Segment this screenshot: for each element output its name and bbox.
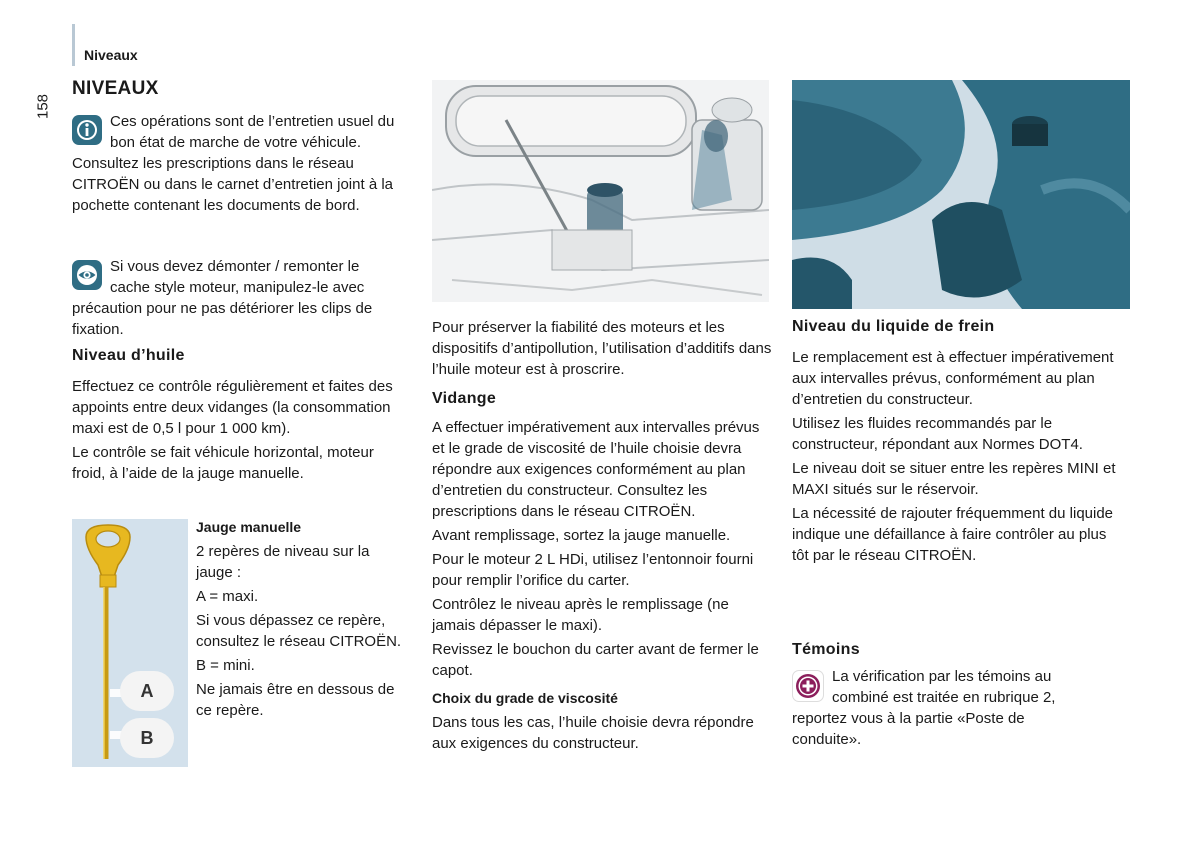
dipstick-mark-a: A xyxy=(120,671,174,711)
warning-lamps-text: La vérification par les témoins au combiné est traitée en rubrique 2, reportez vous à la partie «Poste de conduite». xyxy=(792,668,1056,748)
dipstick-illustration xyxy=(72,519,188,767)
warning-lamps-note xyxy=(792,666,1092,750)
info-note-text: Ces opérations sont de l’entretien usuel du bon état de marche de votre véhicule. Consultez les prescriptions dans le réseau CITROËN ou dans le carnet d’entretien joint à la pochette contenant les documents de bord. xyxy=(72,113,395,214)
drain-heading: Vidange xyxy=(432,390,497,407)
brake-fluid-heading: Niveau du liquide de frein xyxy=(792,318,995,335)
warning-note xyxy=(72,256,402,340)
engine-oil-illustration xyxy=(432,80,769,302)
oil-level-body xyxy=(72,376,402,484)
dipstick-heading: Jauge manuelle xyxy=(196,519,302,535)
plus-icon xyxy=(792,670,824,702)
additives-warning: Pour préserver la fiabilité des moteurs et les dispositifs d’antipollution, l’utilisation d’additifs dans l’huile moteur est à proscrire. xyxy=(432,319,772,378)
drain-paragraph-5: Revissez le bouchon du carter avant de fermer le capot. xyxy=(432,641,759,679)
dipstick-paragraph-2: A = maxi. xyxy=(196,588,259,605)
oil-paragraph-1: Effectuez ce contrôle régulièrement et faites des appoints entre deux vidanges (la consommation maxi est de 0,5 l pour 1 000 km). xyxy=(72,378,393,437)
drain-paragraph-4: Contrôlez le niveau après le remplissage (ne jamais dépasser le maxi). xyxy=(432,596,729,634)
brake-fluid-illustration xyxy=(792,80,1130,309)
viscosity-paragraph: Dans tous les cas, l’huile choisie devra répondre aux exigences du constructeur. xyxy=(432,714,754,752)
drain-body xyxy=(432,417,774,754)
drain-paragraph-2: Avant remplissage, sortez la jauge manuelle. xyxy=(432,527,731,544)
header-rule xyxy=(72,24,75,66)
dipstick-paragraph-1: 2 repères de niveau sur la jauge : xyxy=(196,543,370,581)
brake-paragraph-3: Le niveau doit se situer entre les repères MINI et MAXI situés sur le réservoir. xyxy=(792,460,1116,498)
warning-lamps-heading: Témoins xyxy=(792,641,860,658)
drain-paragraph-3: Pour le moteur 2 L HDi, utilisez l’entonnoir fourni pour remplir l’orifice du carter. xyxy=(432,551,754,589)
dipstick-description xyxy=(196,517,406,724)
warning-note-text: Si vous devez démonter / remonter le cache style moteur, manipulez-le avec précaution pour ne pas détériorer les clips de fixation. xyxy=(72,258,373,338)
dipstick-paragraph-3: Si vous dépassez ce repère, consultez le réseau CITROËN. xyxy=(196,612,402,650)
oil-level-heading: Niveau d’huile xyxy=(72,347,185,364)
page-title: NIVEAUX xyxy=(72,78,159,99)
section-tab: Niveaux xyxy=(84,47,138,63)
drain-paragraph-1: A effectuer impérativement aux intervalles prévus et le grade de viscosité de l’huile choisie devra répondre aux exigences conformément au plan d’entretien du constructeur. Consultez les prescriptions dans le réseau CITROËN. xyxy=(432,419,760,520)
viscosity-heading: Choix du grade de viscosité xyxy=(432,690,618,706)
brake-fluid-body xyxy=(792,347,1127,566)
brake-paragraph-1: Le remplacement est à effectuer impérativement aux intervalles prévus, conformément au plan d’entretien du constructeur. xyxy=(792,349,1114,408)
dipstick-paragraph-4: B = mini. xyxy=(196,657,255,674)
brake-paragraph-2: Utilisez les fluides recommandés par le constructeur, répondant aux Normes DOT4. xyxy=(792,415,1083,453)
oil-paragraph-2: Le contrôle se fait véhicule horizontal, moteur froid, à l’aide de la jauge manuelle. xyxy=(72,444,374,482)
dipstick-paragraph-5: Ne jamais être en dessous de ce repère. xyxy=(196,681,395,719)
info-icon xyxy=(72,115,102,145)
info-note xyxy=(72,111,402,216)
eye-icon xyxy=(72,260,102,290)
page-number: 158 xyxy=(34,93,52,120)
dipstick-mark-b: B xyxy=(120,718,174,758)
brake-paragraph-4: La nécessité de rajouter fréquemment du liquide indique une défaillance à faire contrôler au plus tôt par le réseau CITROËN. xyxy=(792,505,1114,564)
